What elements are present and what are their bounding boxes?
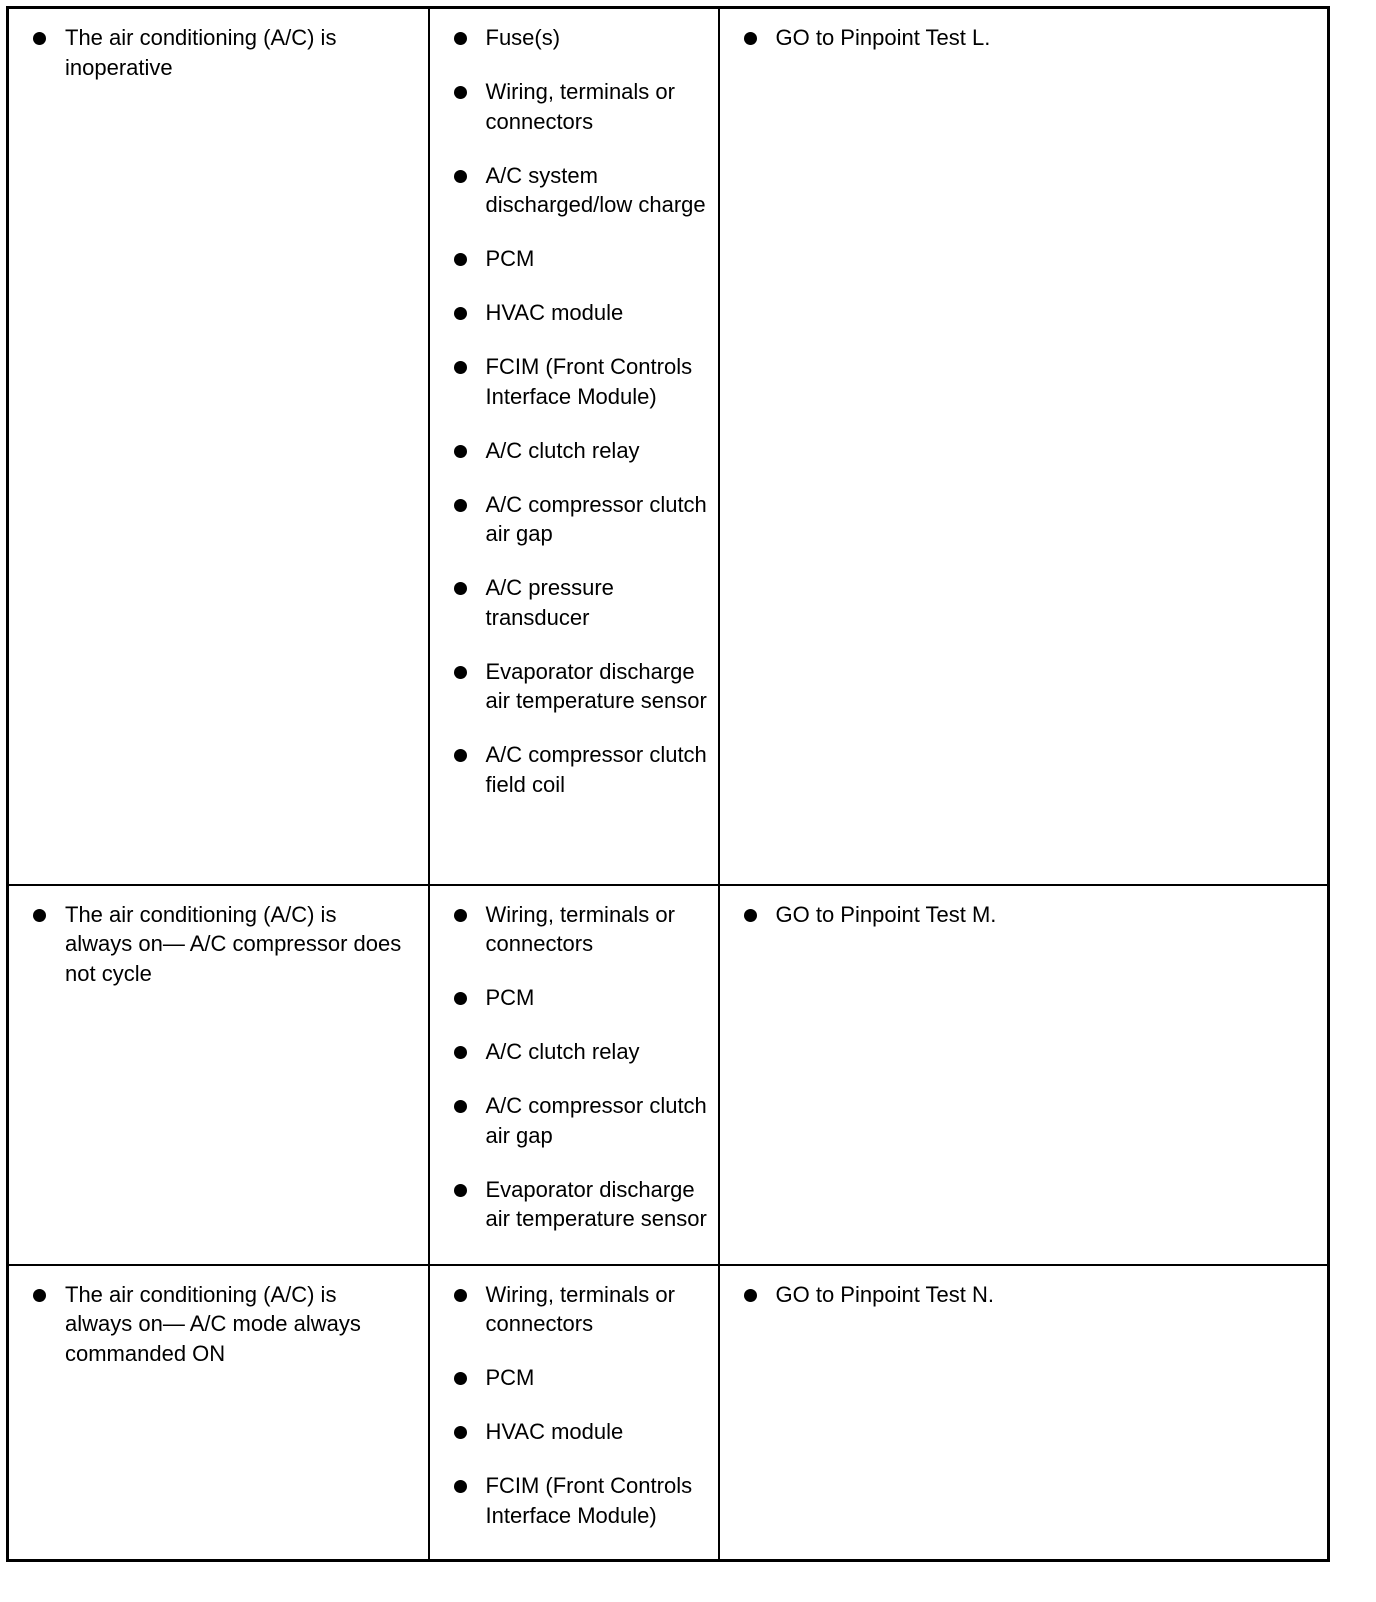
bullet-icon <box>454 1100 467 1113</box>
list-item <box>9 1280 428 1369</box>
list-item-text: Evaporator discharge air temperature sensor <box>485 658 707 713</box>
possible-source-cell <box>429 885 719 1265</box>
bullet-icon <box>454 1184 467 1197</box>
bullet-icon <box>454 1046 467 1059</box>
list-item <box>720 900 1328 930</box>
list-item <box>430 1091 718 1150</box>
list-item-text: PCM <box>485 985 535 1010</box>
possible-source-cell <box>429 8 719 885</box>
bullet-icon <box>454 1372 467 1385</box>
list-item-text: The air conditioning (A/C) is inoperative <box>65 25 337 80</box>
list-item <box>430 983 718 1013</box>
bullet-icon <box>33 1289 46 1302</box>
bullet-icon <box>33 32 46 45</box>
list-item <box>430 1280 718 1339</box>
list-item-text: GO to Pinpoint Test M. <box>775 901 997 927</box>
list-item <box>430 740 718 799</box>
list-item-text: GO to Pinpoint Test N. <box>775 1281 994 1307</box>
list-item <box>430 161 718 220</box>
list-item <box>720 1280 1328 1310</box>
list-item-text: FCIM (Front Controls Interface Module) <box>485 1473 693 1528</box>
list-item <box>430 1471 718 1530</box>
list-item-text: The air conditioning (A/C) is always on— A/C compressor does not cycle <box>65 901 402 986</box>
bullet-icon <box>454 1426 467 1439</box>
list-item-text: Evaporator discharge air temperature sensor <box>485 1176 707 1231</box>
list-item-text: HVAC module <box>485 1419 624 1444</box>
list-item-text: FCIM (Front Controls Interface Module) <box>485 354 693 409</box>
list-item <box>9 900 428 989</box>
list-item-text: A/C compressor clutch air gap <box>485 491 707 546</box>
list-item <box>430 1037 718 1067</box>
list-item-text: GO to Pinpoint Test L. <box>775 25 991 50</box>
symptom-cell <box>8 1265 429 1561</box>
list-item <box>430 77 718 136</box>
action-cell <box>719 1265 1329 1561</box>
action-cell <box>719 885 1329 1265</box>
list-item <box>430 1417 718 1447</box>
bullet-icon <box>744 909 757 922</box>
list-item-text: The air conditioning (A/C) is always on— A/C mode always commanded ON <box>65 1281 361 1366</box>
symptom-chart-table <box>6 6 1330 1562</box>
bullet-icon <box>454 307 467 320</box>
list-item <box>430 573 718 632</box>
list-item-text: PCM <box>485 246 535 271</box>
bullet-icon <box>454 582 467 595</box>
list-item-text: PCM <box>485 1365 535 1390</box>
bullet-icon <box>33 909 46 922</box>
list-item-text: A/C clutch relay <box>485 437 640 463</box>
bullet-icon <box>454 1480 467 1493</box>
list-item <box>430 490 718 549</box>
list-item <box>430 244 718 274</box>
bullet-icon <box>454 666 467 679</box>
symptom-cell <box>8 885 429 1265</box>
list-item-text: Wiring, terminals or connectors <box>485 901 675 956</box>
list-item-text: HVAC module <box>485 300 624 325</box>
action-cell <box>719 8 1329 885</box>
list-item <box>430 436 718 466</box>
bullet-icon <box>454 749 467 762</box>
list-item <box>9 23 428 82</box>
bullet-icon <box>454 499 467 512</box>
list-item-text: Fuse(s) <box>485 25 561 50</box>
list-item-text: A/C compressor clutch air gap <box>485 1093 707 1148</box>
table-row <box>8 885 1329 1265</box>
possible-source-cell <box>429 1265 719 1561</box>
list-item-text: A/C clutch relay <box>485 1039 640 1064</box>
list-item <box>430 657 718 716</box>
bullet-icon <box>454 32 467 45</box>
list-item-text: Wiring, terminals or connectors <box>485 1281 675 1336</box>
list-item <box>430 298 718 328</box>
bullet-icon <box>454 992 467 1005</box>
bullet-icon <box>454 445 467 458</box>
bullet-icon <box>454 86 467 99</box>
bullet-icon <box>744 32 757 45</box>
table-row <box>8 8 1329 885</box>
list-item-text: A/C system discharged/low charge <box>485 162 706 217</box>
bullet-icon <box>744 1289 757 1302</box>
bullet-icon <box>454 361 467 374</box>
bullet-icon <box>454 170 467 183</box>
table-row <box>8 1265 1329 1561</box>
bullet-icon <box>454 1289 467 1302</box>
list-item <box>430 23 718 53</box>
list-item <box>720 23 1328 53</box>
list-item-text: A/C compressor clutch field coil <box>485 742 707 797</box>
list-item <box>430 900 718 959</box>
list-item <box>430 1363 718 1393</box>
bullet-icon <box>454 909 467 922</box>
list-item-text: Wiring, terminals or connectors <box>485 79 675 134</box>
symptom-cell <box>8 8 429 885</box>
list-item <box>430 352 718 411</box>
list-item <box>430 1175 718 1234</box>
bullet-icon <box>454 253 467 266</box>
list-item-text: A/C pressure transducer <box>485 575 614 630</box>
